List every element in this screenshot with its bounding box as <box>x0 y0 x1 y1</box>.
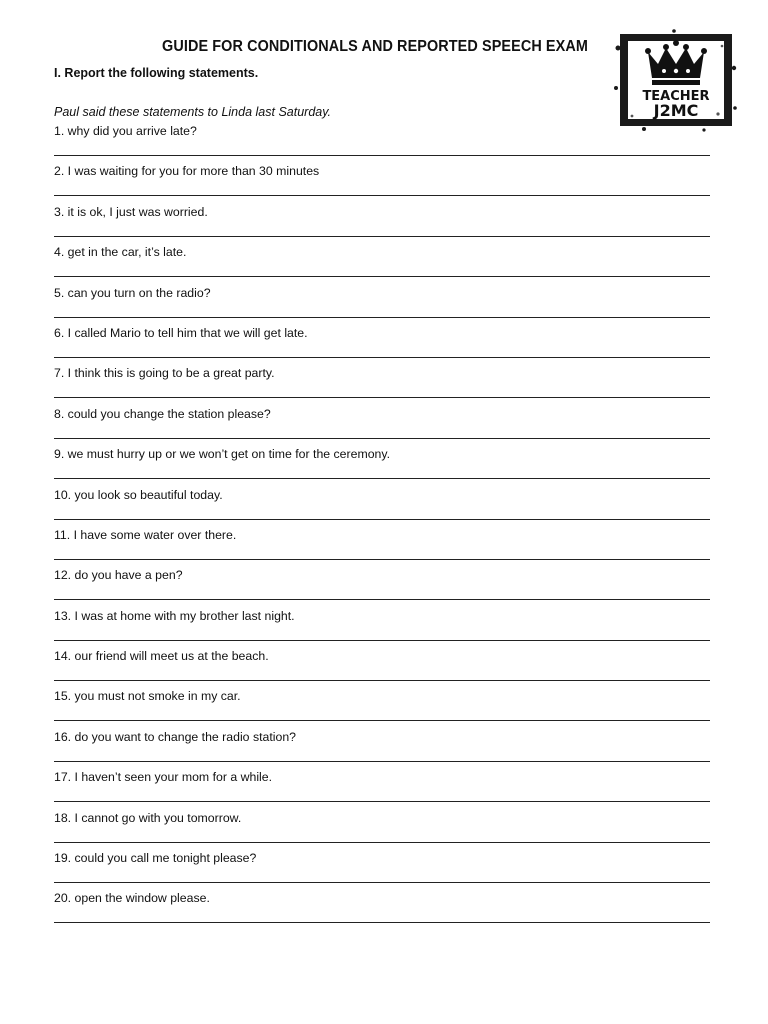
answer-line[interactable] <box>54 720 710 721</box>
instruction-text: Paul said these statements to Linda last Saturday. <box>54 105 332 119</box>
exercise-item <box>54 851 710 891</box>
answer-line[interactable] <box>54 761 710 762</box>
exercise-statement: 12. do you have a pen? <box>54 568 183 583</box>
answer-line[interactable] <box>54 397 710 398</box>
exercise-statement: 5. can you turn on the radio? <box>54 285 211 300</box>
section-heading: I. Report the following statements. <box>54 66 259 80</box>
exercise-item <box>54 366 710 406</box>
answer-line[interactable] <box>54 519 710 520</box>
answer-line[interactable] <box>54 155 710 156</box>
exercise-statement: 17. I haven’t seen your mom for a while. <box>54 770 273 785</box>
exercise-item <box>54 245 710 285</box>
exercise-statement: 3. it is ok, I just was worried. <box>54 204 208 219</box>
answer-line[interactable] <box>54 640 710 641</box>
exercise-statement: 11. I have some water over there. <box>54 527 237 542</box>
exercise-statement: 16. do you want to change the radio station? <box>54 729 297 744</box>
exercise-statement: 13. I was at home with my brother last night. <box>54 608 295 623</box>
exercise-statement: 2. I was waiting for you for more than 30 minutes <box>54 164 320 179</box>
answer-line[interactable] <box>54 236 710 237</box>
answer-line[interactable] <box>54 801 710 802</box>
exercise-list <box>54 124 710 932</box>
exercise-statement: 10. you look so beautiful today. <box>54 487 223 502</box>
exercise-item <box>54 124 710 164</box>
exercise-statement: 18. I cannot go with you tomorrow. <box>54 810 242 825</box>
exercise-statement: 8. could you change the station please? <box>54 406 271 421</box>
answer-line[interactable] <box>54 842 710 843</box>
exercise-item <box>54 730 710 770</box>
exercise-statement: 19. could you call me tonight please? <box>54 851 257 866</box>
answer-line[interactable] <box>54 317 710 318</box>
exercise-item <box>54 811 710 851</box>
exercise-item <box>54 689 710 729</box>
exercise-statement: 4. get in the car, it’s late. <box>54 245 187 260</box>
answer-line[interactable] <box>54 195 710 196</box>
answer-line[interactable] <box>54 559 710 560</box>
answer-line[interactable] <box>54 357 710 358</box>
exercise-item <box>54 770 710 810</box>
exercise-item <box>54 286 710 326</box>
answer-line[interactable] <box>54 922 710 923</box>
teacher-logo <box>614 28 738 132</box>
exercise-statement: 9. we must hurry up or we won’t get on time for the ceremony. <box>54 447 391 462</box>
exercise-item <box>54 164 710 204</box>
exercise-item <box>54 891 710 931</box>
exercise-item <box>54 488 710 528</box>
answer-line[interactable] <box>54 882 710 883</box>
answer-line[interactable] <box>54 599 710 600</box>
answer-line[interactable] <box>54 478 710 479</box>
answer-line[interactable] <box>54 680 710 681</box>
answer-line[interactable] <box>54 276 710 277</box>
exercise-item <box>54 649 710 689</box>
exercise-item <box>54 568 710 608</box>
answer-line[interactable] <box>54 438 710 439</box>
exercise-statement: 20. open the window please. <box>54 891 210 906</box>
exercise-item <box>54 407 710 447</box>
exercise-statement: 1. why did you arrive late? <box>54 124 197 138</box>
exercise-statement: 14. our friend will meet us at the beach. <box>54 649 269 664</box>
exercise-item <box>54 528 710 568</box>
exercise-item <box>54 326 710 366</box>
exercise-statement: 7. I think this is going to be a great party. <box>54 366 275 381</box>
logo-text-teacher: TEACHER <box>642 89 710 104</box>
logo-text-j2mc: J2MC <box>653 101 699 120</box>
exercise-item <box>54 609 710 649</box>
exercise-statement: 6. I called Mario to tell him that we will get late. <box>54 325 308 340</box>
exercise-item <box>54 205 710 245</box>
page-title: GUIDE FOR CONDITIONALS AND REPORTED SPEECH EXAM <box>162 38 588 55</box>
exercise-item <box>54 447 710 487</box>
exercise-statement: 15. you must not smoke in my car. <box>54 689 241 704</box>
